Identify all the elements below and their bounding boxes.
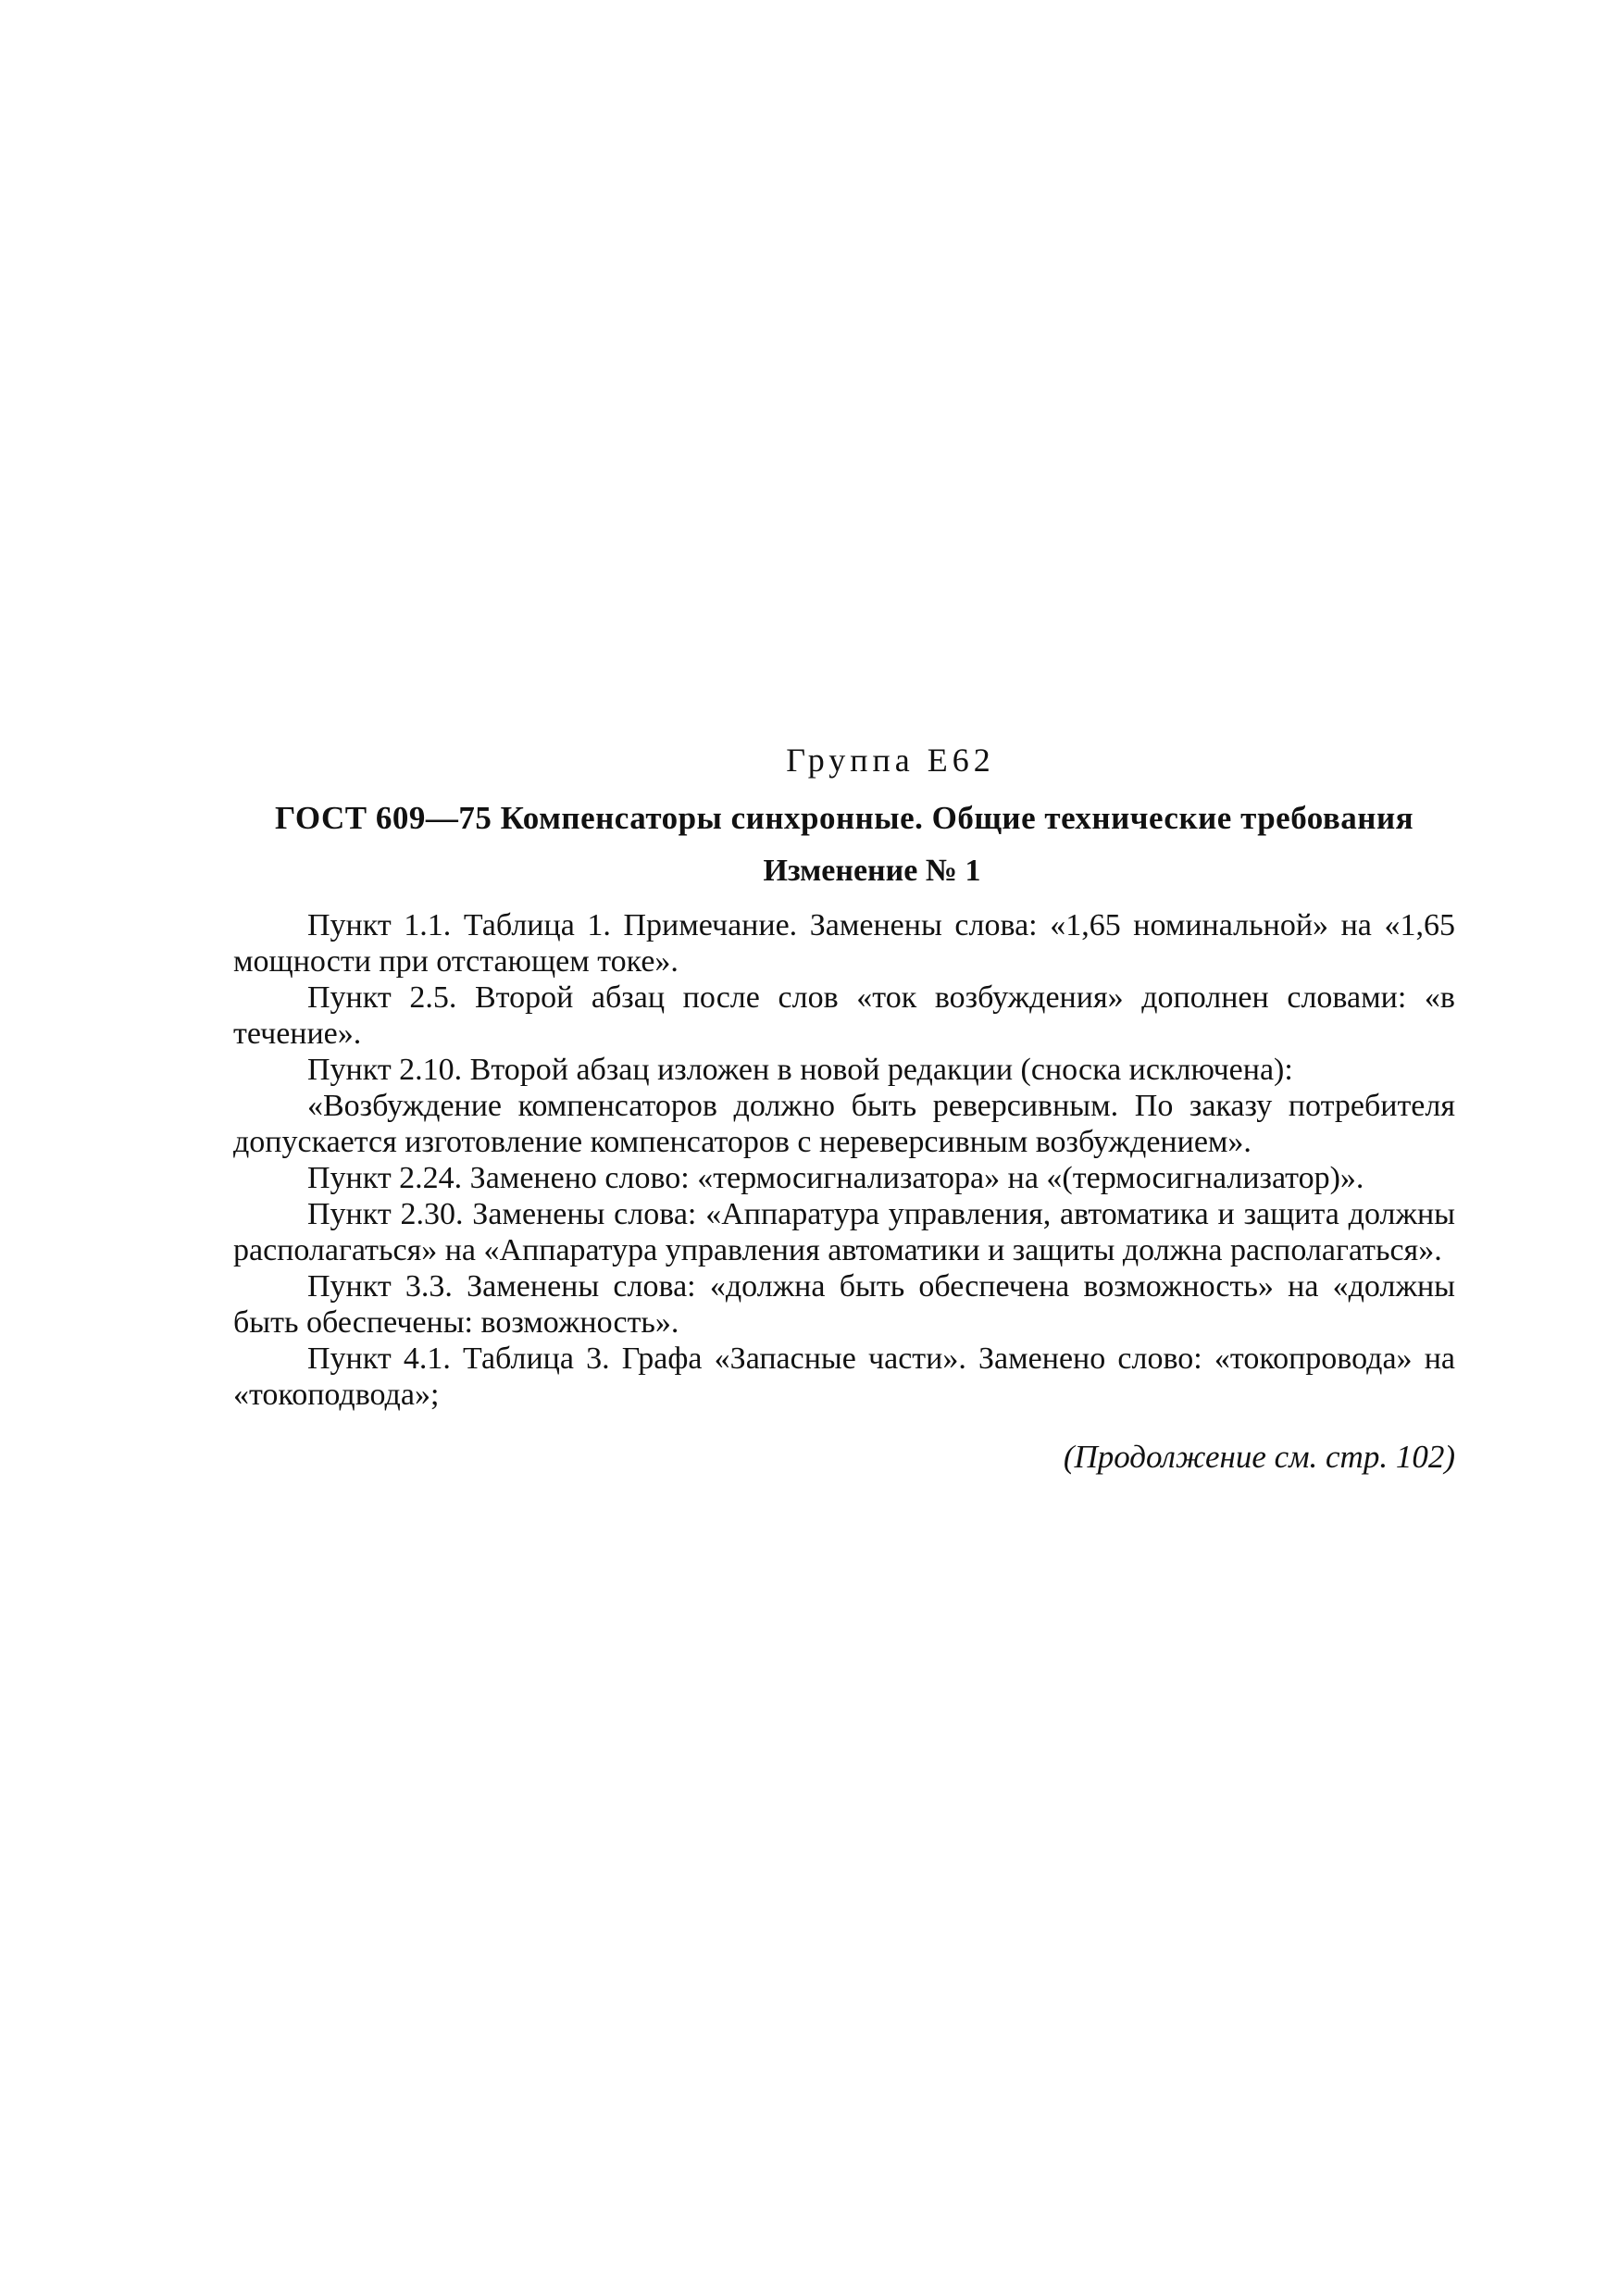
continuation-note: (Продолжение см. стр. 102) [1063,1439,1455,1475]
paragraph-item-2-30: Пункт 2.30. Заменены слова: «Аппаратура управления, автоматика и защита должны располагаться» на «Аппаратура управления автоматики и защиты должна располагаться». [233,1197,1455,1267]
change-number: Изменение № 1 [763,854,981,888]
paragraph-item-2-10-quote: «Возбуждение компенсаторов должно быть реверсивным. По заказу потребителя допускается изготовление компенсаторов с нереверсивным возбуждением». [233,1089,1455,1159]
paragraph-item-2-24: Пункт 2.24. Заменено слово: «термосигнализатора» на «(термосигнализатор)». [307,1161,1364,1195]
document-page [233,741,1455,1476]
group-code: Группа Е62 [786,742,995,779]
document-title: ГОСТ 609—75 Компенсаторы синхронные. Общие технические требования [274,800,1414,836]
paragraph-item-4-1: Пункт 4.1. Таблица 3. Графа «Запасные части». Заменено слово: «токопровода» на «токоподвода»; [233,1341,1455,1412]
paragraph-item-2-5: Пункт 2.5. Второй абзац после слов «ток возбуждения» дополнен словами: «в течение». [233,980,1455,1051]
paragraph-item-3-3: Пункт 3.3. Заменены слова: «должна быть обеспечена возможность» на «должны быть обеспечены: возможность». [233,1269,1455,1340]
paragraph-item-1-1: Пункт 1.1. Таблица 1. Примечание. Заменены слова: «1,65 номинальной» на «1,65 мощности при отстающем токе». [233,908,1455,979]
paragraph-item-2-10: Пункт 2.10. Второй абзац изложен в новой редакции (сноска исключена): [307,1053,1293,1087]
change-body [233,907,1455,1413]
